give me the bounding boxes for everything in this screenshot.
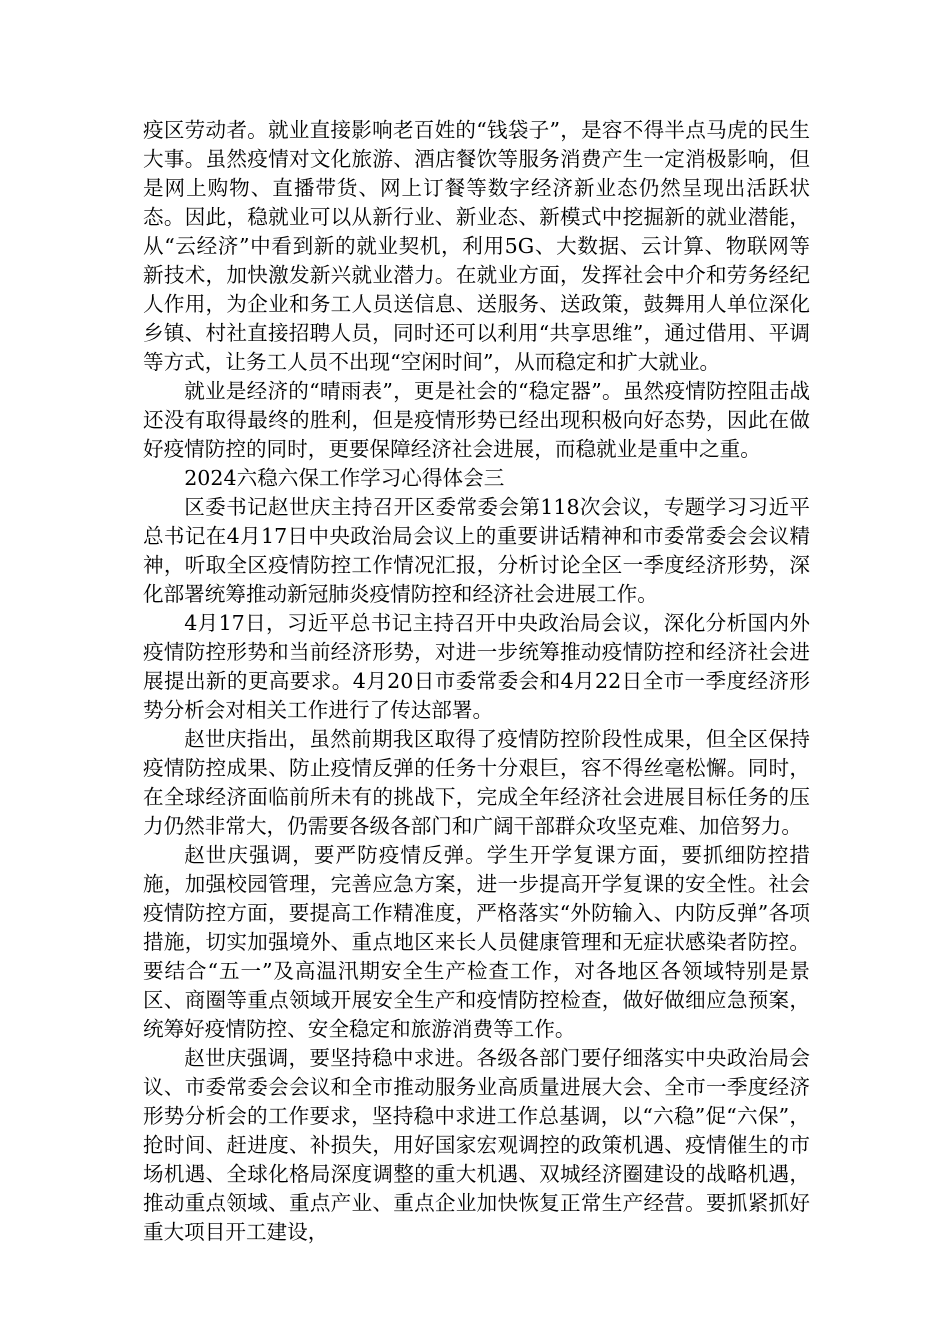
document-page — [143, 116, 810, 1247]
paragraph-employment-barometer: 就业是经济的“晴雨表”，更是社会的“稳定器”。虽然疫情防控阻击战还没有取得最终的胜利，但是疫情形势已经出现积极向好态势，因此在做好疫情防控的同时，更要保障经济社会进展，而稳就业是重中之重。 — [143, 379, 810, 461]
paragraph-steady-progress: 赵世庆强调，要坚持稳中求进。各级各部门要仔细落实中央政治局会议、市委常委会会议和全市推动服务业高质量进展大会、全市一季度经济形势分析会的工作要求，坚持稳中求进工作总基调，以“六稳”促“六保”，抢时间、赶进度、补损失，用好国家宏观调控的政策机遇、疫情催生的市场机遇、全球化格局深度调整的重大机遇、双城经济圈建设的战略机遇，推动重点领域、重点产业、重点企业加快恢复正常生产经营。要抓紧抓好重大项目开工建设， — [143, 1046, 810, 1244]
paragraph-prevent-rebound: 赵世庆强调，要严防疫情反弹。学生开学复课方面，要抓细防控措施，加强校园管理，完善应急方案，进一步提高开学复课的安全性。社会疫情防控方面，要提高工作精准度，严格落实“外防输入、内防反弹”各项措施，切实加强境外、重点地区来长人员健康管理和无症状感染者防控。要结合“五一”及高温汛期安全生产检查工作，对各地区各领域特别是景区、商圈等重点领域开展安全生产和疫情防控检查，做好做细应急预案，统筹好疫情防控、安全稳定和旅游消费等工作。 — [143, 843, 810, 1041]
section-heading: 2024六稳六保工作学习心得体会三 — [184, 466, 505, 490]
paragraph-zhao-pointed-out: 赵世庆指出，虽然前期我区取得了疫情防控阶段性成果，但全区保持疫情防控成果、防止疫情反弹的任务十分艰巨，容不得丝毫松懈。同时，在全球经济面临前所未有的挑战下，完成全年经济社会进展目标任务的压力仍然非常大，仍需要各级各部门和广阔干部群众攻坚克难、加倍努力。 — [143, 727, 810, 838]
paragraph-employment-continued: 疫区劳动者。就业直接影响老百姓的“钱袋子”，是容不得半点马虎的民生大事。虽然疫情对文化旅游、酒店餐饮等服务消费产生一定消极影响，但是网上购物、直播带货、网上订餐等数字经济新业态仍然呈现出活跃状态。因此，稳就业可以从新行业、新业态、新模式中挖掘新的就业潜能，从“云经济”中看到新的就业契机，利用5G、大数据、云计算、物联网等新技术，加快激发新兴就业潜力。在就业方面，发挥社会中介和劳务经纪人作用，为企业和务工人员送信息、送服务、送政策，鼓舞用人单位深化乡镇、村社直接招聘人员，同时还可以利用“共享思维”，通过借用、平调等方式，让务工人员不出现“空闲时间”，从而稳定和扩大就业。 — [143, 118, 810, 374]
paragraph-committee-meeting: 区委书记赵世庆主持召开区委常委会第118次会议，专题学习习近平总书记在4月17日中央政治局会议上的重要讲话精神和市委常委会会议精神，听取全区疫情防控工作情况汇报，分析讨论全区一季度经济形势，深化部署统筹推动新冠肺炎疫情防控和经济社会进展工作。 — [143, 495, 810, 606]
paragraph-april-17-meeting: 4月17日，习近平总书记主持召开中央政治局会议，深化分析国内外疫情防控形势和当前经济形势，对进一步统筹推动疫情防控和经济社会进展提出新的更高要求。4月20日市委常委会和4月22日全市一季度经济形势分析会对相关工作进行了传达部署。 — [143, 611, 810, 722]
